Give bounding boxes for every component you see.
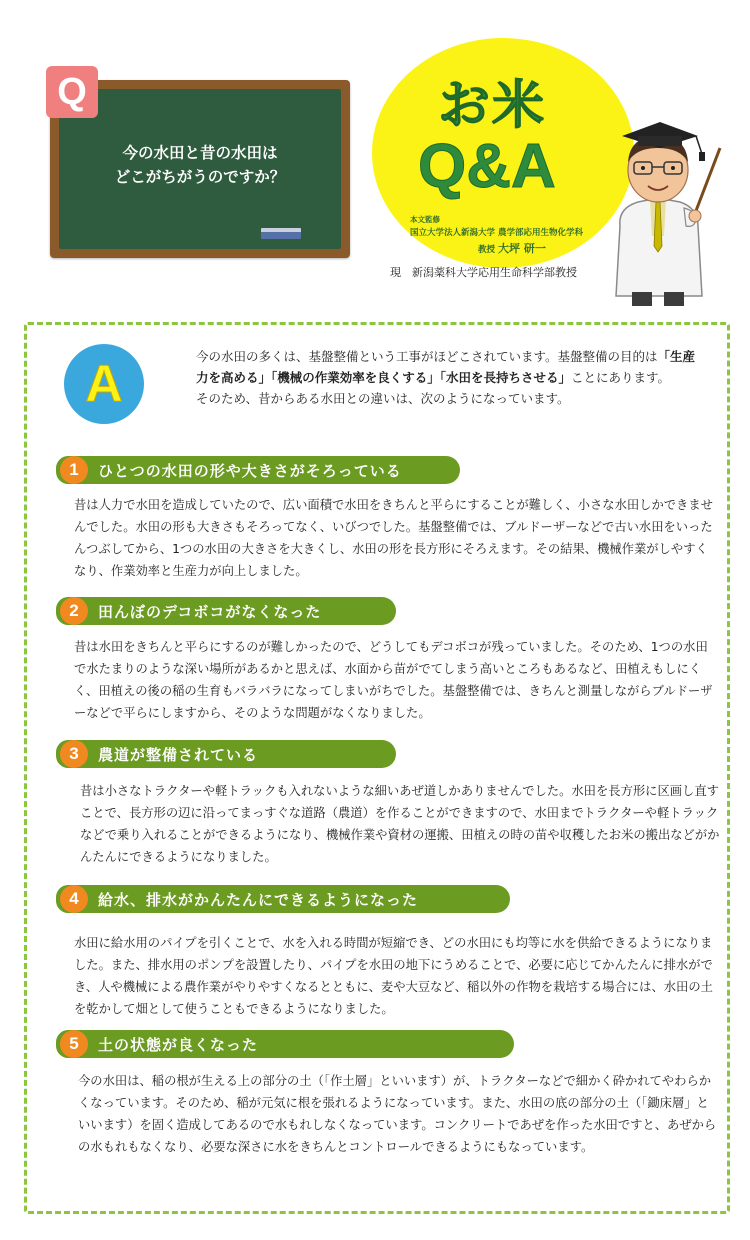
section-4-heading xyxy=(56,885,510,913)
supervisor-title: 教授 xyxy=(478,245,496,255)
current-position: 現 新潟薬科大学応用生命科学部教授 xyxy=(390,266,577,279)
section-1-heading xyxy=(56,456,460,484)
supervisor-name: 大坪 研一 xyxy=(497,242,546,255)
section-2-heading xyxy=(56,597,396,625)
question-line-2: どこがちがうのですか？ xyxy=(114,168,286,186)
professor-illustration xyxy=(598,96,728,316)
section-3-heading xyxy=(56,740,396,768)
intro-text-2: ことにあります。 xyxy=(571,370,671,385)
section-5-heading xyxy=(56,1030,514,1058)
section-2-title: 田んぼのデコボコがなくなった xyxy=(98,602,322,621)
a-badge: A xyxy=(64,344,144,424)
section-2-number: 2 xyxy=(60,597,88,625)
pointer-stick xyxy=(694,148,720,216)
section-1-title: ひとつの水田の形や大きさがそろっている xyxy=(98,461,402,480)
intro-goal-1: 「生産力を高める」 xyxy=(196,349,696,385)
supervisor-affiliation: 国立大学法人新潟大学 農学部応用生物化学科 xyxy=(410,228,583,238)
section-1-number: 1 xyxy=(60,456,88,484)
section-4-body: 水田に給水用のパイプを引くことで、水を入れる時間が短縮でき、どの水田にも均等に水を供給できるようになりました。また、排水用のポンプを設置したり、パイプを水田の地下にうめることで、必要に応じてかんたんに排水ができ、人や機械による農作業がやりやすくなるとともに、麦や大豆など、稲以外の作物を栽培する場合には、水田の土を乾かして畑として使うこともできるようになりました。 xyxy=(74,936,713,1016)
question-text xyxy=(115,141,286,189)
section-1-body: 昔は人力で水田を造成していたので、広い面積で水田をきちんと平らにすることが難しく、小さな水田しかできませんでした。水田の形も大きさもそろってなく、いびつでした。基盤整備では、ブルドーザーなどで古い水田をいったんつぶしてから、1つの水田の大きさを大きくし、水田の形を長方形にそろえます。その結果、機械作業がしやすくなり、作業効率と生産力が向上しました。 xyxy=(74,498,713,578)
section-5-number: 5 xyxy=(60,1030,88,1058)
intro-goal-3: 「水田を長持ちさせる」 xyxy=(439,370,572,385)
supervision-label: 本文監修 xyxy=(410,215,440,224)
title-qa: Q&A xyxy=(418,132,556,201)
section-2-body: 昔は水田をきちんと平らにするのが難しかったので、どうしてもデコボコが残っていました。そのため、1つの水田で水たまりのような深い場所があるかと思えば、水面から苗がでてしまう高いところもあるなど、田植えもしにくく、田植えの後の稲の生育もバラバラになってしまいがちでした。基盤整備では、きちんと測量しながらブルドーザーなどで平らにしますから、そのような問題がなくなりました。 xyxy=(74,640,713,720)
hand xyxy=(689,210,701,222)
title-okome: お米 xyxy=(438,76,547,136)
section-3-title: 農道が整備されている xyxy=(98,745,259,764)
question-line-1: 今の水田と昔の水田は xyxy=(122,144,278,162)
section-4-number: 4 xyxy=(60,885,88,913)
section-3-number: 3 xyxy=(60,740,88,768)
section-4-title: 給水、排水がかんたんにできるようになった xyxy=(98,890,419,909)
eraser-icon xyxy=(261,228,301,239)
chalkboard-surface xyxy=(59,89,341,249)
section-3-body: 昔は小さなトラクターや軽トラックも入れないような細いあぜ道しかありませんでした。水田を長方形に区画し直すことで、長方形の辺に沿ってまっすぐな道路（農道）を作ることができますので、水田までトラクターや軽トラックなどで乗り入れることができるようになり、機械作業や資材の運搬、田植えの時の苗や収穫したお米の搬出などがかんたんにできるようになりました。 xyxy=(80,784,720,864)
q-badge: Q xyxy=(46,66,98,118)
intro-goal-2: 「機械の作業効率を良くする」 xyxy=(271,370,440,385)
intro-text-3: そのため、昔からある水田との違いは、次のようになっています。 xyxy=(196,391,570,406)
answer-intro xyxy=(196,346,696,409)
section-5-title: 土の状態が良くなった xyxy=(98,1035,259,1054)
section-5-body: 今の水田は、稲の根が生える上の部分の土（「作土層」といいます）が、トラクターなどで細かく砕かれてやわらかくなっています。そのため、稲が元気に根を張れるようになっています。また、水田の底の部分の土（「鋤床層」といいます）を固く造成してあるので水もれしなくなっています。コンクリートであぜを作った水田ですと、あぜからの水もれもなくなり、必要な深さに水をきちんとコントロールできるようにもなっています。 xyxy=(78,1074,717,1154)
intro-text-1: 今の水田の多くは、基盤整備という工事がほどこされています。基盤整備の目的は xyxy=(196,349,658,364)
supervisor-name-line xyxy=(478,240,546,256)
